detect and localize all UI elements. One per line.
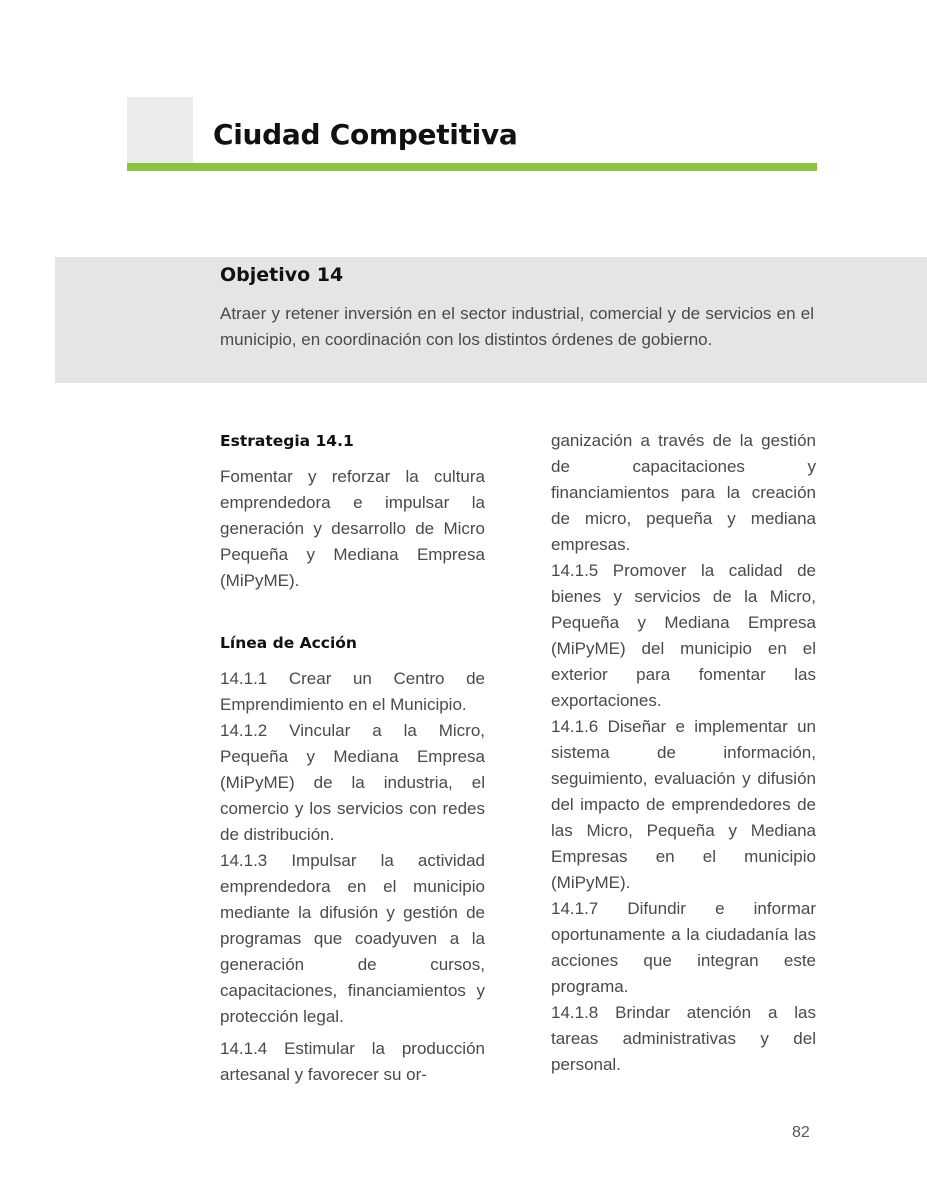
page-number: 82 (792, 1124, 810, 1141)
action-line-item: 14.1.5 Promover la calidad de bienes y servicios de la Micro, Pequeña y Mediana Empresa (MiPyME) del municipio en el exterior para fomentar las exportaciones. (551, 561, 816, 710)
strategy-title: Estrategia 14.1 (220, 432, 354, 450)
action-line-item: 14.1.8 Brindar atención a las tareas administrativas y del personal. (551, 1003, 816, 1074)
right-column (551, 428, 816, 1078)
action-lines-title: Línea de Acción (220, 634, 357, 652)
action-line-item: 14.1.4 Estimular la producción artesanal y favorecer su or- (220, 1039, 485, 1084)
objective-text: Atraer y retener inversión en el sector industrial, comercial y de servicios en el municipio, en coordinación con los distintos órdenes de gobierno. (220, 304, 814, 349)
section-title: Ciudad Competitiva (213, 118, 518, 151)
action-line-item: 14.1.1 Crear un Centro de Emprendimiento en el Municipio. (220, 669, 485, 714)
action-line-item: 14.1.6 Diseñar e implementar un sistema de información, seguimiento, evaluación y difusión del impacto de emprendedores de las Micro, Pequeña y Mediana Empresas en el municipio (MiPyME). (551, 717, 816, 892)
objective-title: Objetivo 14 (220, 264, 344, 286)
action-line-item: ganización a través de la gestión de capacitaciones y financiamientos para la creación de micro, pequeña y mediana empresas. (551, 431, 816, 554)
strategy-text: Fomentar y reforzar la cultura emprendedora e impulsar la generación y desarrollo de Micro Pequeña y Mediana Empresa (MiPyME). (220, 467, 485, 590)
action-line-item: 14.1.7 Difundir e informar oportunamente a la ciudadanía las acciones que integran este programa. (551, 899, 816, 996)
section-title-underline (127, 163, 817, 171)
action-line-item: 14.1.2 Vincular a la Micro, Pequeña y Mediana Empresa (MiPyME) de la industria, el comercio y los servicios con redes de distribución. (220, 721, 485, 844)
section-header-box (127, 97, 193, 163)
action-line-item: 14.1.3 Impulsar la actividad emprendedora en el municipio mediante la difusión y gestión de programas que coadyuven a la generación de cursos, capacitaciones, financiamientos y protección legal. (220, 851, 485, 1026)
left-column (220, 428, 485, 1088)
